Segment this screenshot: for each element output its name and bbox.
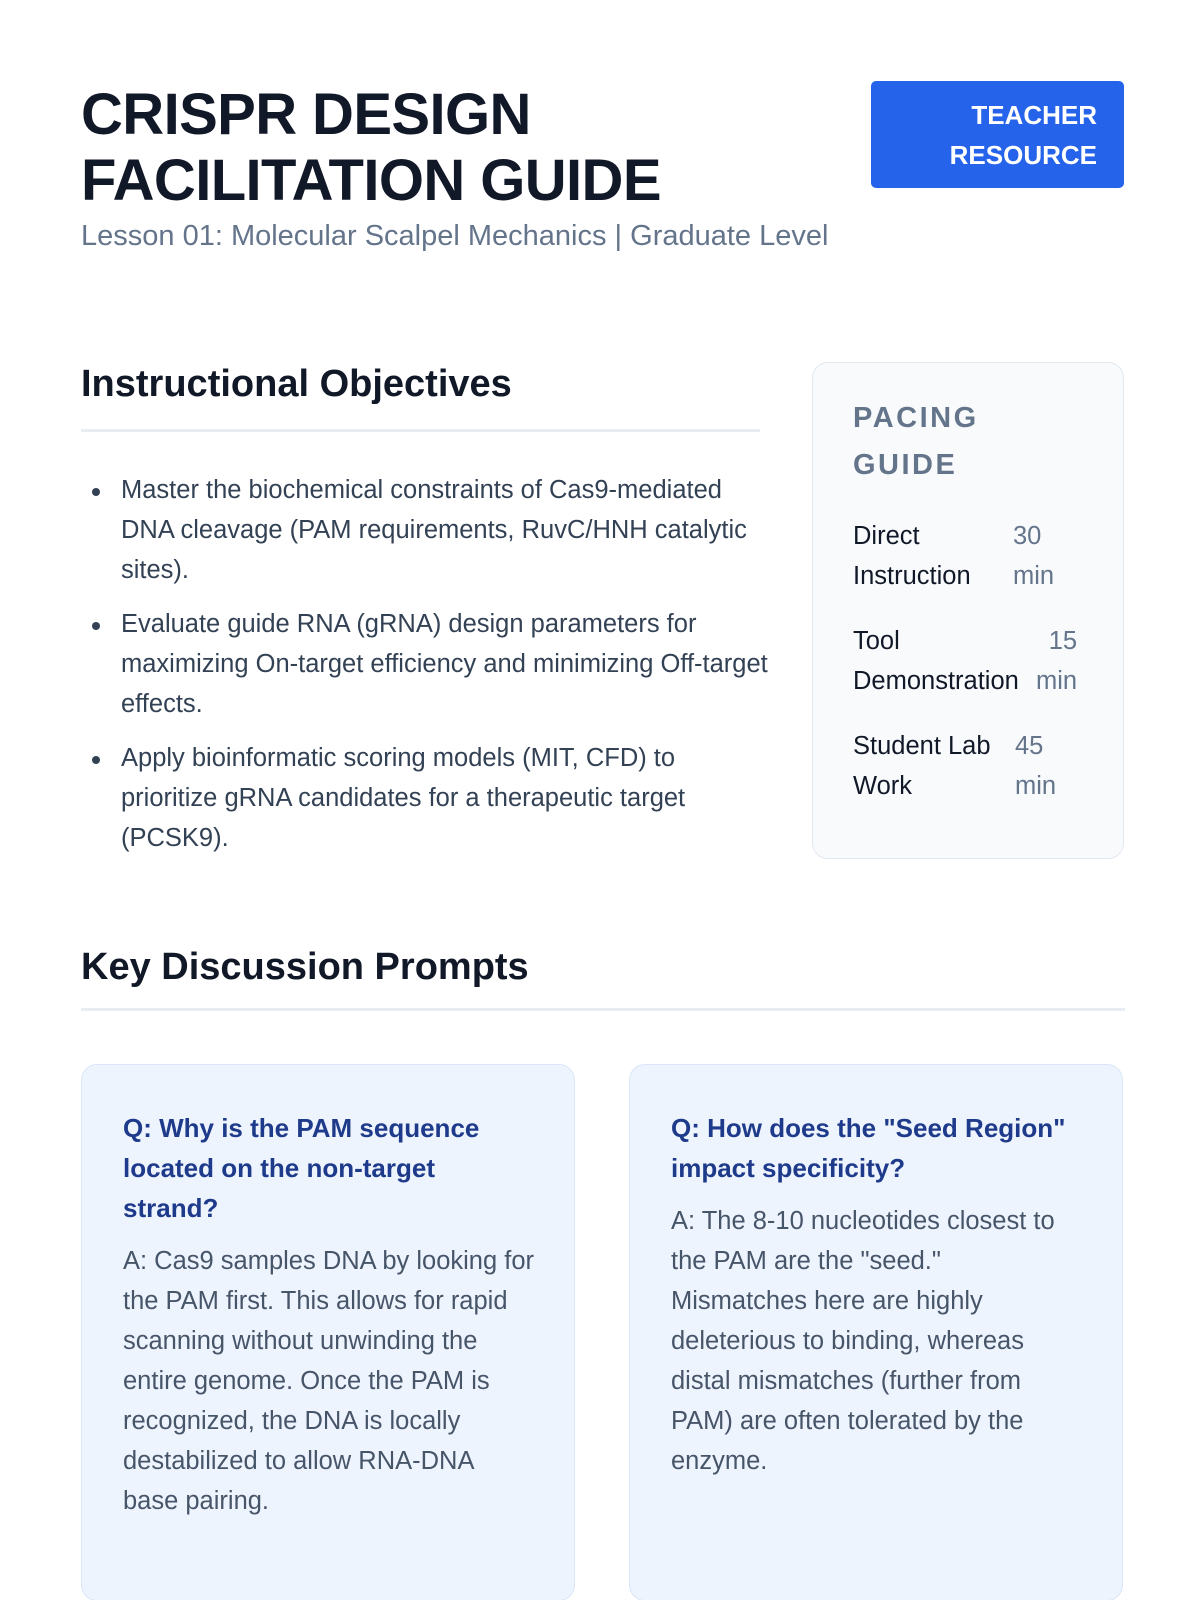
lesson-subtitle: Lesson 01: Molecular Scalpel Mechanics | Graduate Level xyxy=(81,220,829,252)
discussion-divider xyxy=(81,1008,1125,1011)
pacing-duration-number: 15 xyxy=(1048,627,1078,655)
pacing-label-line-2: Instruction xyxy=(853,562,971,590)
page-title xyxy=(81,82,841,214)
objectives-heading: Instructional Objectives xyxy=(81,363,512,405)
pacing-label-line-2: Demonstration xyxy=(853,667,1019,695)
badge-line-1: TEACHER xyxy=(971,100,1097,130)
pacing-row-label xyxy=(853,516,971,596)
pacing-label-line-2: Work xyxy=(853,772,913,800)
teacher-resource-badge xyxy=(871,81,1124,188)
pacing-title-line-2: GUIDE xyxy=(853,449,958,481)
objective-item: Apply bioinformatic scoring models (MIT, CFD) to prioritize gRNA candidates for a therapeutic target (PCSK9). xyxy=(81,738,771,858)
pacing-row-duration xyxy=(1036,621,1077,701)
pacing-row-student-lab-work xyxy=(853,726,1093,806)
page xyxy=(81,0,1125,1600)
objective-item: Master the biochemical constraints of Cas9-mediated DNA cleavage (PAM requirements, RuvC/HNH catalytic sites). xyxy=(81,470,771,590)
discussion-question: Q: Why is the PAM sequence located on the non-target strand? xyxy=(123,1113,480,1223)
pacing-row-tool-demonstration xyxy=(853,621,1093,701)
pacing-guide-title xyxy=(853,395,1013,489)
discussion-heading: Key Discussion Prompts xyxy=(81,946,529,988)
pacing-duration-number: 30 xyxy=(1013,522,1042,550)
discussion-card xyxy=(629,1064,1123,1600)
pacing-label-line-1: Tool xyxy=(853,627,900,655)
pacing-row-label xyxy=(853,726,991,806)
pacing-duration-unit: min xyxy=(1013,562,1055,590)
objective-item: Evaluate guide RNA (gRNA) design parameters for maximizing On-target efficiency and minimizing Off-target effects. xyxy=(81,604,771,724)
pacing-duration-unit: min xyxy=(1036,667,1078,695)
pacing-label-line-1: Direct xyxy=(853,522,920,550)
title-line-1: CRISPR DESIGN xyxy=(81,82,531,147)
pacing-label-line-1: Student Lab xyxy=(853,732,991,760)
pacing-row-label xyxy=(853,621,1019,701)
pacing-guide-panel xyxy=(812,362,1124,859)
pacing-title-line-1: PACING xyxy=(853,402,979,434)
discussion-answer: A: The 8-10 nucleotides closest to the PAM are the "seed." Mismatches here are highly deleterious to binding, whereas distal mismatches (further from PAM) are often tolerated by the enzyme. xyxy=(671,1207,1055,1475)
pacing-duration-unit: min xyxy=(1015,772,1057,800)
pacing-duration-number: 45 xyxy=(1015,732,1044,760)
objectives-divider xyxy=(81,429,760,432)
badge-line-2: RESOURCE xyxy=(949,140,1097,170)
discussion-question: Q: How does the "Seed Region" impact specificity? xyxy=(671,1113,1066,1183)
pacing-row-duration xyxy=(1013,516,1054,596)
pacing-row-duration xyxy=(1015,726,1056,806)
pacing-row-direct-instruction xyxy=(853,516,1093,596)
objectives-list xyxy=(81,470,771,872)
discussion-answer: A: Cas9 samples DNA by looking for the PAM first. This allows for rapid scanning without unwinding the entire genome. Once the PAM is recognized, the DNA is locally destabilized to allow RNA-DNA base pairing. xyxy=(123,1247,535,1515)
title-line-2: FACILITATION GUIDE xyxy=(81,148,661,213)
discussion-card xyxy=(81,1064,575,1600)
